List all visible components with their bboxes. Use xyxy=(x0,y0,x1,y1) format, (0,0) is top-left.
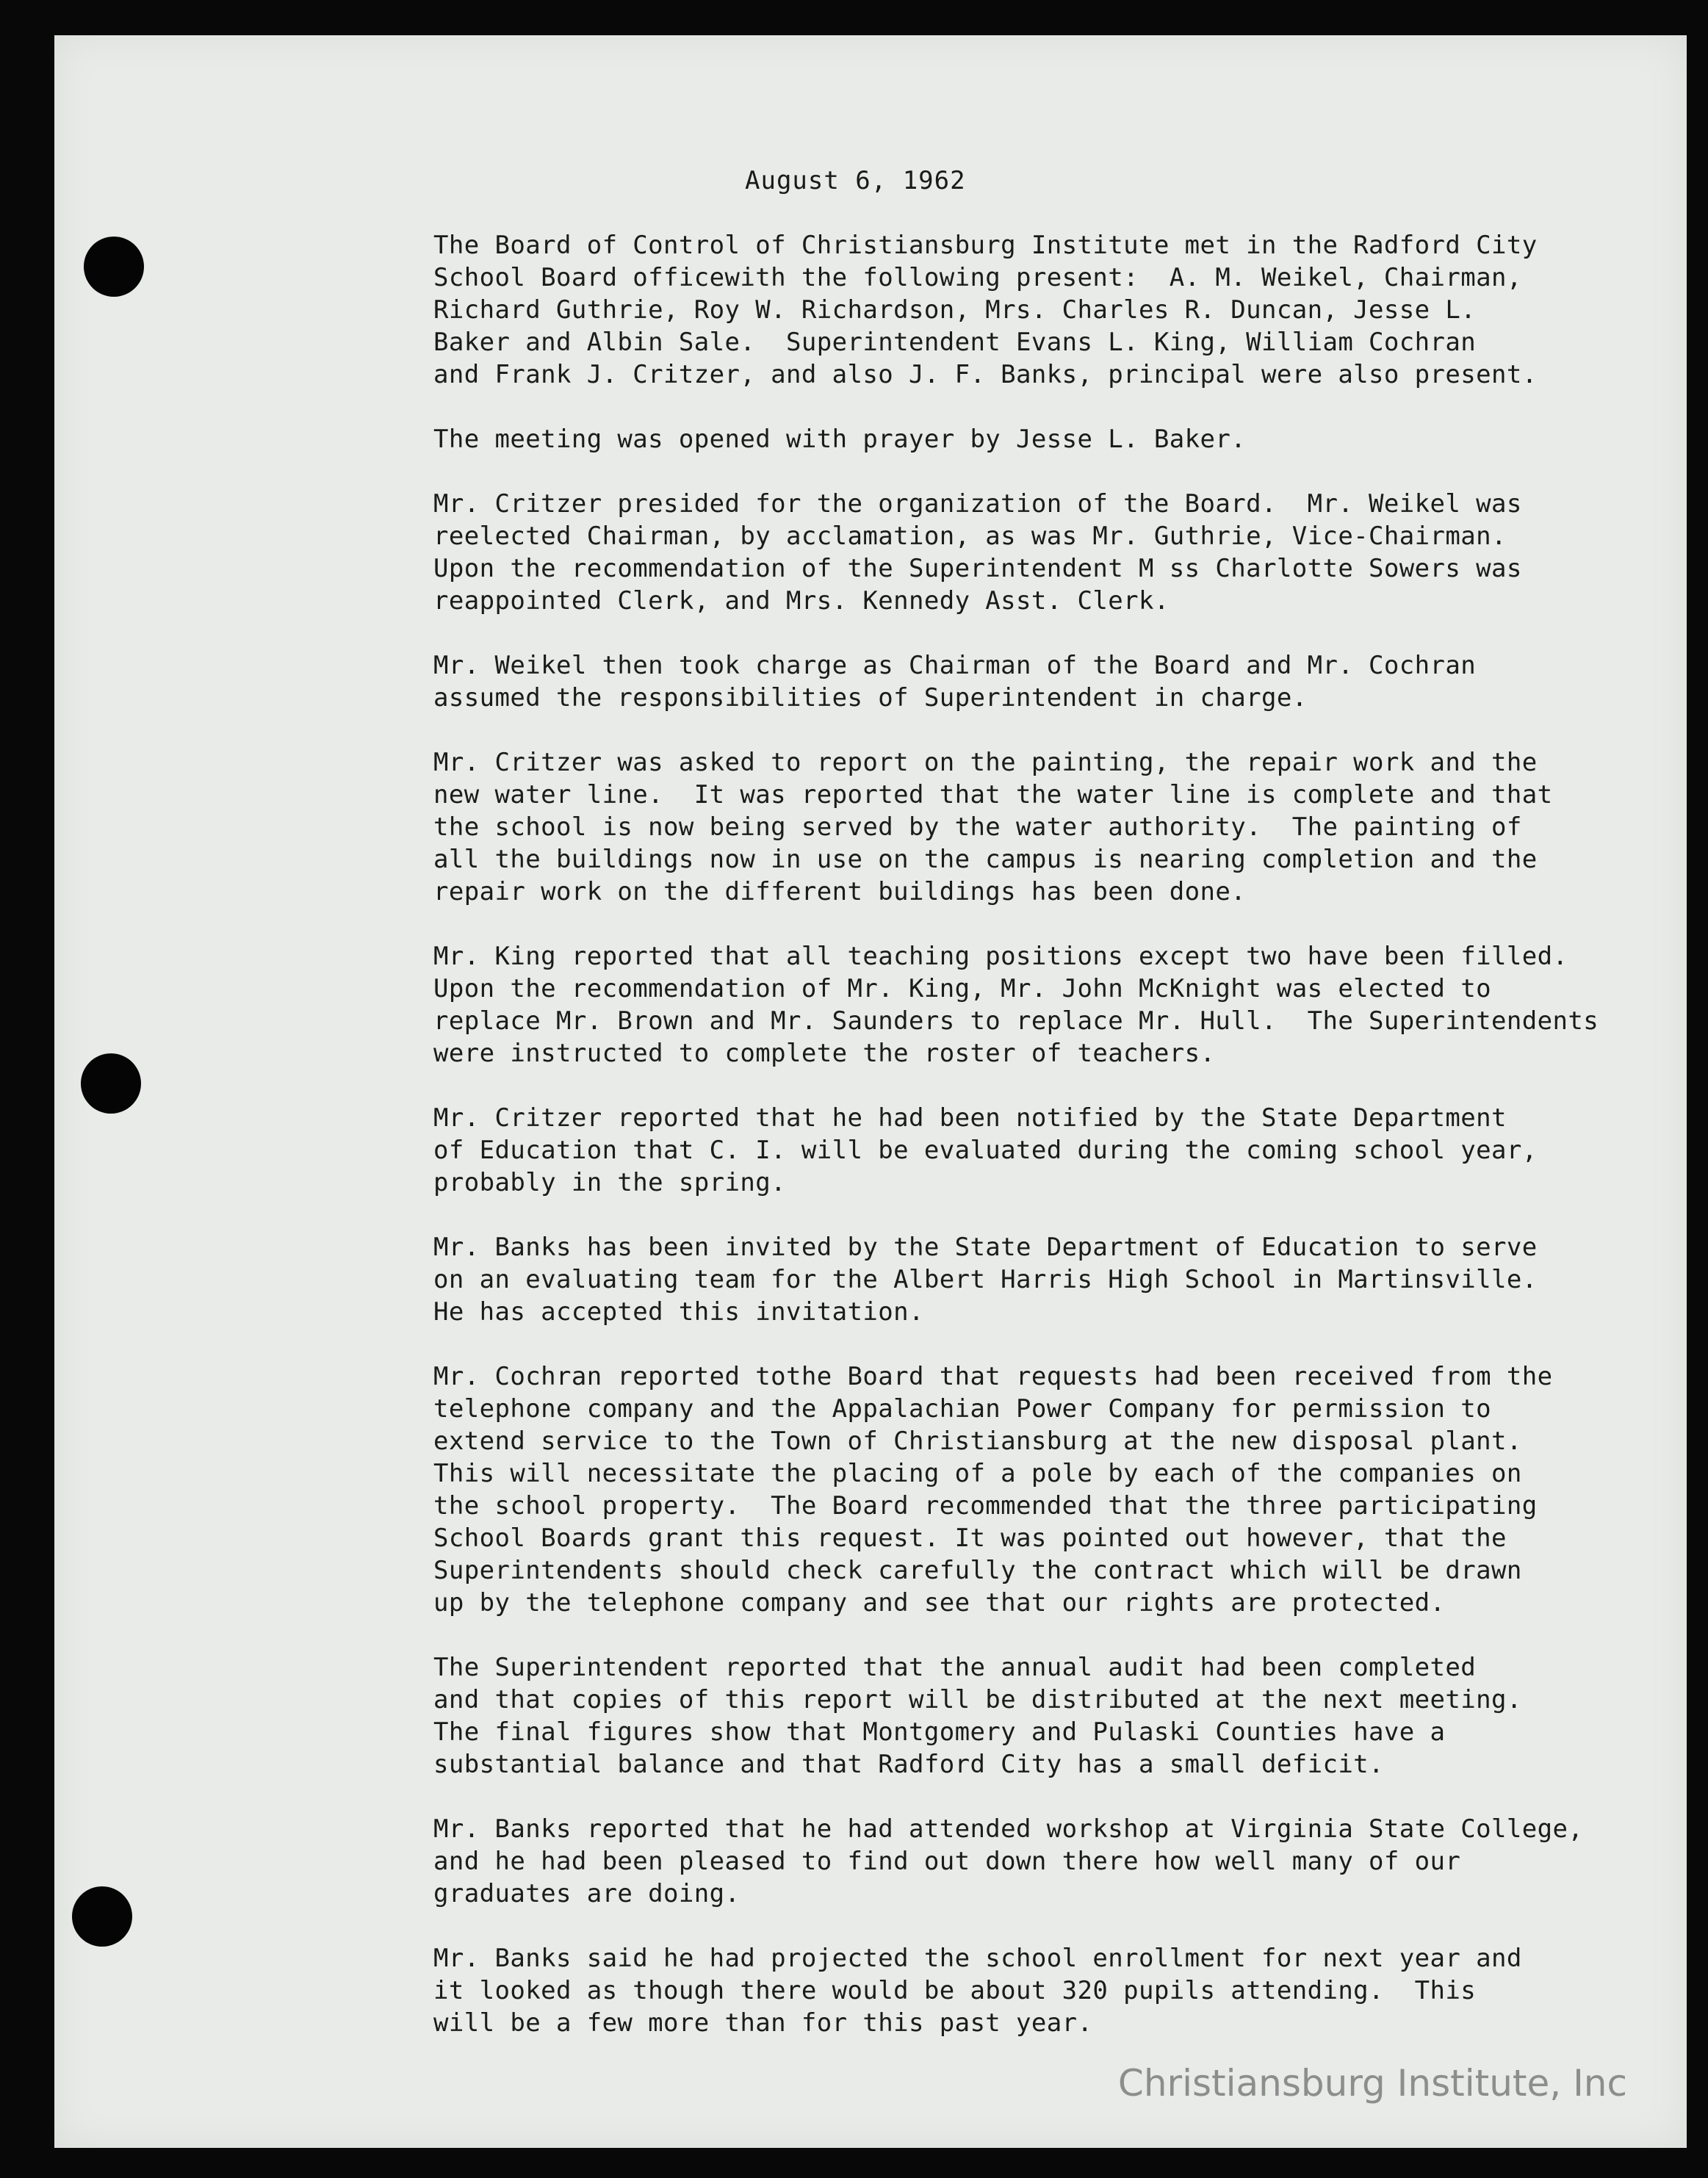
typed-page xyxy=(54,35,1687,2148)
text-line: assumed the responsibilities of Superintendent in charge. xyxy=(433,683,1308,713)
text-line: and he had been pleased to find out down there how well many of our xyxy=(433,1847,1461,1876)
paragraph xyxy=(433,1651,1682,1781)
text-line: Mr. Weikel then took charge as Chairman of the Board and Mr. Cochran xyxy=(433,651,1477,680)
text-line: reappointed Clerk, and Mrs. Kennedy Asst. Clerk. xyxy=(433,586,1170,616)
text-line: He has accepted this invitation. xyxy=(433,1297,924,1327)
text-line: on an evaluating team for the Albert Harris High School in Martinsville. xyxy=(433,1265,1538,1294)
paragraph xyxy=(433,649,1682,714)
document-date: August 6, 1962 xyxy=(745,166,966,195)
text-line: substantial balance and that Radford City has a small deficit. xyxy=(433,1750,1384,1779)
text-line: Superintendents should check carefully the contract which will be drawn xyxy=(433,1556,1522,1585)
text-line: extend service to the Town of Christiansburg at the new disposal plant. xyxy=(433,1427,1522,1456)
text-line: The Superintendent reported that the annual audit had been completed xyxy=(433,1653,1477,1682)
paragraph xyxy=(433,1360,1682,1619)
paragraph xyxy=(433,423,1682,455)
text-line: Mr. Banks said he had projected the school enrollment for next year and xyxy=(433,1944,1522,1973)
text-line: Upon the recommendation of Mr. King, Mr. John McKnight was elected to xyxy=(433,974,1492,1003)
paragraph xyxy=(433,1942,1682,2039)
text-line: will be a few more than for this past year. xyxy=(433,2008,1093,2038)
text-line: all the buildings now in use on the campus is nearing completion and the xyxy=(433,845,1538,874)
text-line: it looked as though there would be about 320 pupils attending. This xyxy=(433,1976,1477,2005)
text-line: replace Mr. Brown and Mr. Saunders to replace Mr. Hull. The Superintendents xyxy=(433,1006,1599,1036)
text-line: reelected Chairman, by acclamation, as was Mr. Guthrie, Vice-Chairman. xyxy=(433,522,1507,551)
text-line: were instructed to complete the roster of teachers. xyxy=(433,1039,1216,1068)
punch-hole xyxy=(84,237,144,297)
paragraph xyxy=(433,746,1682,908)
text-line: up by the telephone company and see that our rights are protected. xyxy=(433,1588,1446,1618)
text-line: Upon the recommendation of the Superintendent M ss Charlotte Sowers was xyxy=(433,554,1522,583)
paragraph xyxy=(433,1813,1682,1910)
text-line: The meeting was opened with prayer by Jesse L. Baker. xyxy=(433,425,1247,454)
text-line: of Education that C. I. will be evaluated during the coming school year, xyxy=(433,1136,1538,1165)
text-line: probably in the spring. xyxy=(433,1168,787,1197)
watermark: Christiansburg Institute, Inc xyxy=(1117,2062,1627,2105)
text-line: Mr. King reported that all teaching positions except two have been filled. xyxy=(433,942,1568,971)
text-line: The Board of Control of Christiansburg Institute met in the Radford City xyxy=(433,231,1538,260)
text-line: The final figures show that Montgomery and Pulaski Counties have a xyxy=(433,1717,1446,1747)
text-line: telephone company and the Appalachian Power Company for permission to xyxy=(433,1394,1492,1424)
text-line: and that copies of this report will be distributed at the next meeting. xyxy=(433,1685,1522,1714)
text-line: Mr. Banks reported that he had attended workshop at Virginia State College, xyxy=(433,1814,1584,1844)
text-line: Mr. Banks has been invited by the State Department of Education to serve xyxy=(433,1233,1538,1262)
paragraph xyxy=(433,940,1682,1070)
text-line: and Frank J. Critzer, and also J. F. Banks, principal were also present. xyxy=(433,360,1538,389)
text-line: Mr. Critzer was asked to report on the painting, the repair work and the xyxy=(433,748,1538,777)
text-line: repair work on the different buildings has been done. xyxy=(433,877,1247,906)
text-line: the school property. The Board recommended that the three participating xyxy=(433,1491,1538,1521)
paragraph xyxy=(433,488,1682,617)
text-line: School Board officewith the following present: A. M. Weikel, Chairman, xyxy=(433,263,1522,292)
text-line: School Boards grant this request. It was pointed out however, that the xyxy=(433,1523,1507,1553)
text-line: This will necessitate the placing of a pole by each of the companies on xyxy=(433,1459,1522,1488)
text-line: new water line. It was reported that the water line is complete and that xyxy=(433,780,1553,809)
paragraph xyxy=(433,1231,1682,1328)
text-line: Mr. Critzer reported that he had been notified by the State Department xyxy=(433,1103,1507,1133)
text-line: Baker and Albin Sale. Superintendent Evans L. King, William Cochran xyxy=(433,328,1477,357)
paragraph xyxy=(433,229,1682,391)
text-line: Mr. Cochran reported tothe Board that requests had been received from the xyxy=(433,1362,1553,1391)
minutes-body xyxy=(433,229,1682,2071)
text-line: Mr. Critzer presided for the organization of the Board. Mr. Weikel was xyxy=(433,489,1522,519)
punch-hole xyxy=(72,1886,132,1947)
text-line: the school is now being served by the water authority. The painting of xyxy=(433,812,1522,842)
paragraph xyxy=(433,1102,1682,1199)
text-line: Richard Guthrie, Roy W. Richardson, Mrs. Charles R. Duncan, Jesse L. xyxy=(433,295,1477,325)
punch-hole xyxy=(81,1053,141,1114)
text-line: graduates are doing. xyxy=(433,1879,741,1908)
